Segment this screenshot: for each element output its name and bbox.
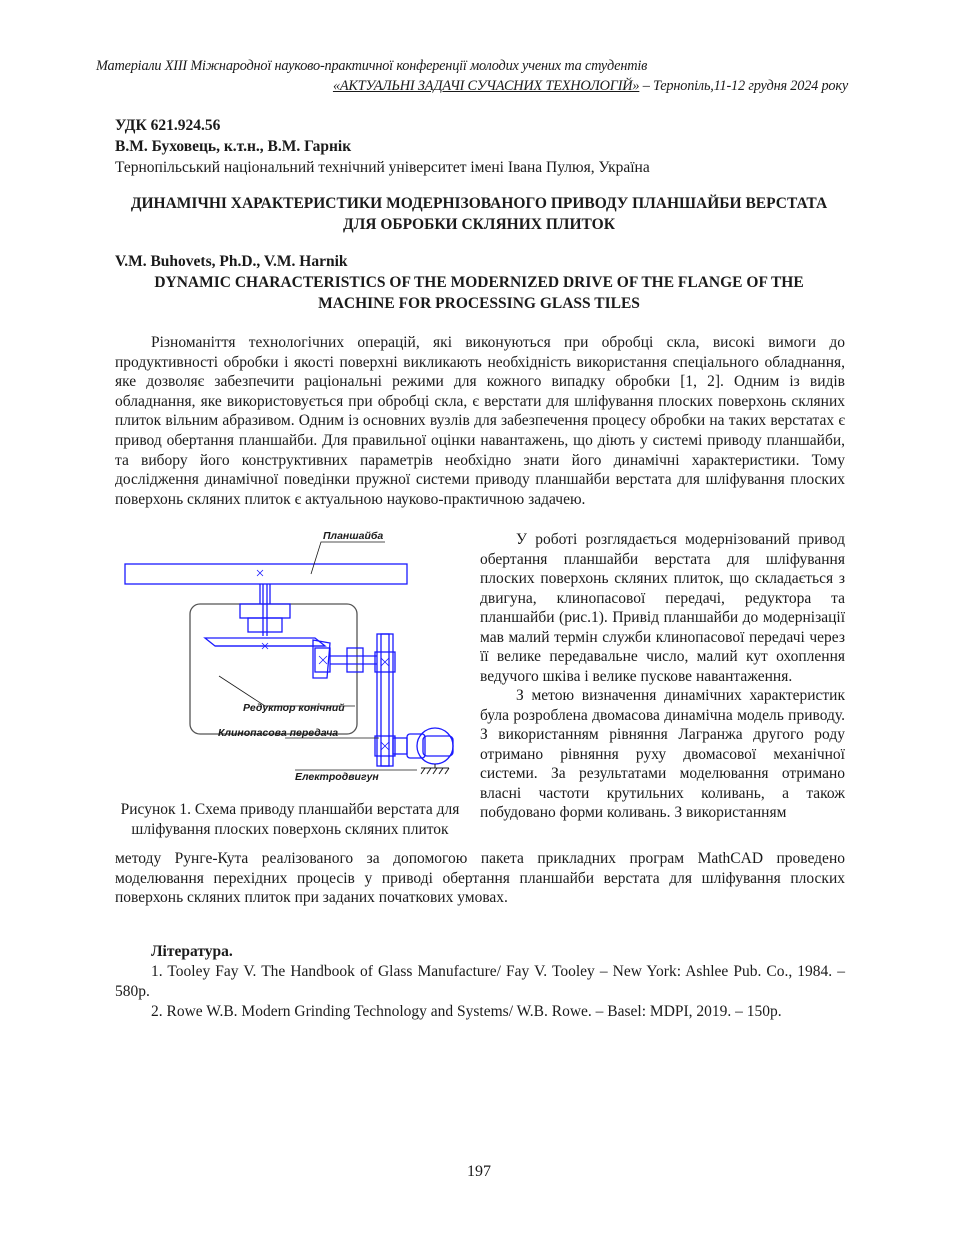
right-column-text [480, 530, 845, 823]
faceplate-shape [125, 564, 407, 584]
drive-scheme-diagram [115, 528, 470, 798]
paragraph-model-start: З метою визначення динамічних характеристик була розроблена двомасова динамічна модель приводу. З використанням рівняння Лагранжа другого роду отримано рівняння руху двомасової механічної системи. За результатами моделювання отримано власні частоти крутильних коливань, а також побудовано форми коливань. З використанням [480, 687, 845, 821]
label-klynopasova: Клинопасова передача [218, 727, 339, 739]
label-reduktor: Редуктор конічний [243, 702, 345, 714]
title-uk: ДИНАМІЧНІ ХАРАКТЕРИСТИКИ МОДЕРНІЗОВАНОГО ПРИВОДУ ПЛАНШАЙБИ ВЕРСТАТА ДЛЯ ОБРОБКИ СКЛЯНИХ ПЛИТОК [130, 195, 828, 233]
conference-date: – Тернопіль,11-12 грудня 2024 року [639, 78, 848, 94]
paragraph-model-end: методу Рунге-Кута реалізованого за допомогою пакета прикладних програм MathCAD проведено моделювання перехідних процесів у приводі обертання планшайби верстата для шліфування плоских поверхонь скляних плиток при заданих початкових умовах. [115, 850, 845, 907]
paragraph-drive-description: У роботі розглядається модернізований привод обертання планшайби верстата для шліфування плоских поверхонь скляних плиток, що складається з двигуна, клинопасової передачі, редуктора та планшайби (рис.1). Привід планшайби до модернізації мав малий термін служби клинопасової передачі через її велике передавальне число, малий кут охоплення ведучого шківа і велике пускове навантаження. [480, 531, 845, 685]
running-head-line2 [88, 76, 848, 96]
authors-en: V.M. Buhovets, Ph.D., V.M. Harnik [115, 253, 348, 270]
authors-uk: В.М. Буховець, к.т.н., В.М. Гарнік [115, 138, 352, 155]
page-number: 197 [467, 1163, 491, 1180]
article-meta [115, 115, 855, 178]
paragraph-intro: Різноманіття технологічних операцій, які виконуються при обробці скла, високі вимоги до продуктивності обробки і якості поверхні викликають необхідність використання спеціального обладнання, яке дозволяє забезпечити раціональні режими для кожного випадку обробки [1, 2]. Одним із видів обладнання, яке використовується при обробці скла, є верстати для шліфування плоских поверхонь скляних плиток вільним абразивом. Одним із основних вузлів для забезпечення процесу обробки на таких верстатах є привод обертання планшайби. Для правильної оцінки навантажень, що діють у системі приводу планшайби, та вибору його конструктивних параметрів необхідно знати його динамічні характеристики. Тому дослідження динамічної поведінки пружної системи приводу планшайби верстата для шліфування плоских поверхонь скляних плиток є актуальною науково-практичною задачею. [115, 334, 845, 508]
running-head-line1: Матеріали XIII Міжнародної науково-практичної конференції молодих учених та студентів [96, 58, 648, 74]
references [115, 942, 845, 1022]
figure-drive-scheme [115, 528, 470, 798]
label-planshaiba: Планшайба [323, 530, 384, 542]
label-elektrodvyhun: Електродвигун [295, 771, 379, 783]
figure-caption: Рисунок 1. Схема приводу планшайби верстата для шліфування плоских поверхонь скляних плиток [120, 801, 460, 838]
reference-item: 2. Rowe W.B. Modern Grinding Technology and Systems/ W.B. Rowe. – Basel: MDPI, 2019. – 150p. [151, 1003, 782, 1020]
udc-code: УДК 621.924.56 [115, 117, 221, 134]
reference-item: 1. Tooley Fay V. The Handbook of Glass Manufacture/ Fay V. Tooley – New York: Ashlee Pub. Co., 1984. – 580p. [115, 963, 845, 1000]
conference-name: «АКТУАЛЬНІ ЗАДАЧІ СУЧАСНИХ ТЕХНОЛОГІЙ» [332, 78, 640, 94]
bevel-gear-shape [205, 638, 325, 646]
gearbox-housing-shape [190, 604, 357, 734]
title-en: DYNAMIC CHARACTERISTICS OF THE MODERNIZED DRIVE OF THE FLANGE OF THE MACHINE FOR PROCESSING GLASS TILES [154, 274, 804, 312]
references-heading: Література. [151, 943, 233, 960]
affiliation: Тернопільський національний технічний університет імені Івана Пулюя, Україна [115, 159, 650, 176]
running-head [88, 56, 848, 96]
